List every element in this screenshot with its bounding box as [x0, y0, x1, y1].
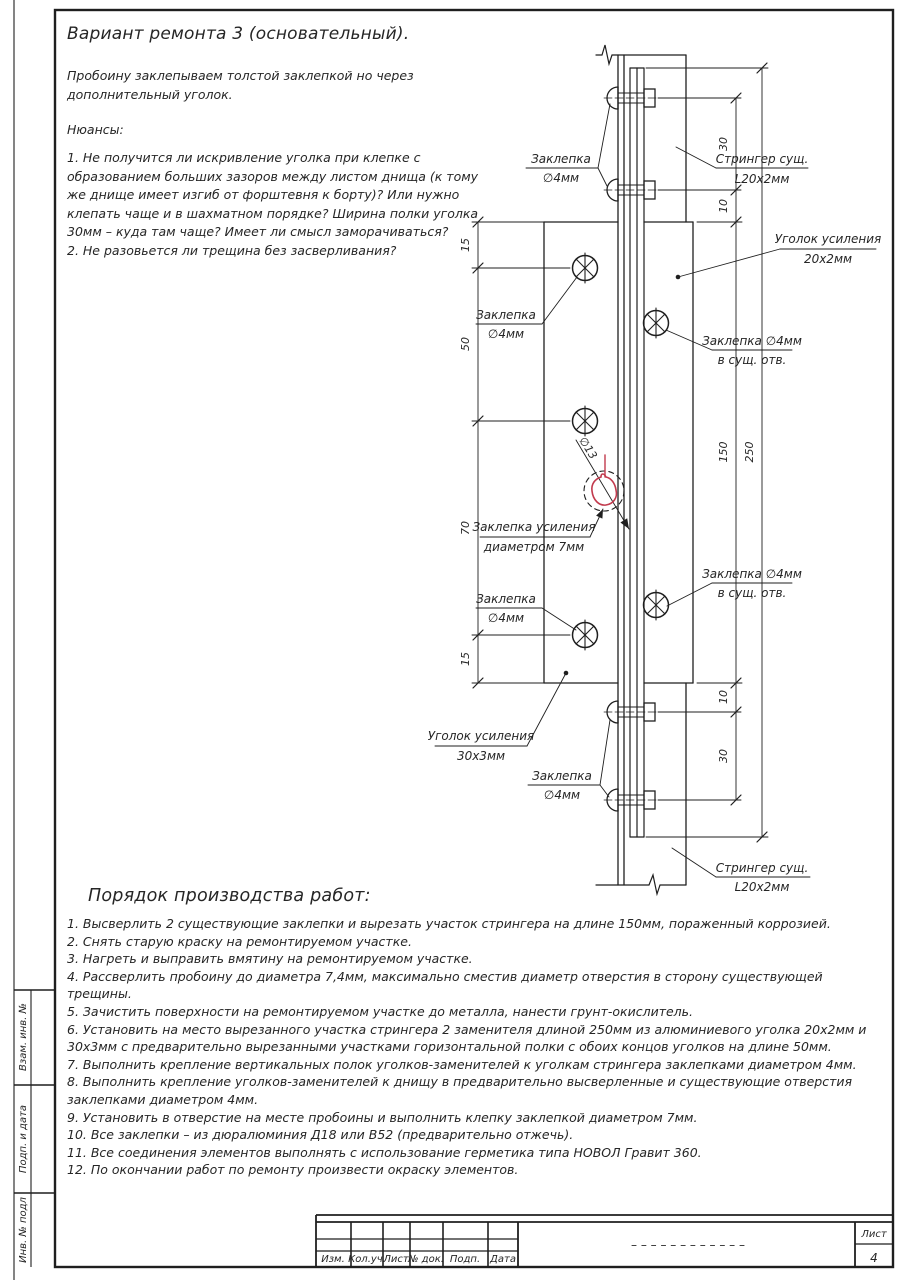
page-title: Вариант ремонта 3 (основательный). [67, 24, 410, 44]
label-text: ∅4мм [487, 327, 525, 341]
label-rivet4-mid2 [476, 592, 576, 630]
dim-15-bottom: 15 [459, 652, 472, 666]
label-text: Заклепка [532, 769, 592, 783]
dia13-label: ∅13 [576, 434, 600, 462]
stamp-col-data: Дата [490, 1254, 516, 1265]
procedure-item: 12. По окончании работ по ремонту произвести окраску элементов. [67, 1162, 519, 1178]
label-angle-left [428, 671, 569, 763]
label-angle-right [676, 232, 882, 279]
label-text: Заклепка [476, 592, 536, 606]
procedure-item: 2. Снять старую краску на ремонтируемом участке. [67, 933, 412, 949]
label-text: в сущ. отв. [717, 586, 787, 600]
label-rivet-exist-2 [667, 567, 802, 606]
stamp-sheet-number: 4 [870, 1251, 878, 1265]
stamp-col-list: Лист [383, 1254, 409, 1265]
procedure-item: 5. Зачистить поверхности на ремонтируемом участке до металла, нанести грунт-окислитель. [67, 1003, 693, 1019]
label-text: Стрингер сущ. [715, 152, 809, 166]
label-text: Заклепка ∅4мм [702, 334, 802, 348]
break-line-bottom [596, 875, 686, 894]
procedure-heading: Порядок производства работ: [88, 886, 371, 906]
stamp-sheet-label: Лист [861, 1229, 887, 1240]
label-text: 20х2мм [803, 252, 853, 266]
rivet-symbol [573, 620, 598, 650]
procedure-item: 11. Все соединения элементов выполнять с использование герметика типа НОВОЛ Гравит 360. [67, 1144, 702, 1160]
dim-15-top: 15 [459, 238, 472, 252]
dia13-arrowhead [620, 518, 629, 529]
label-stringer-top [676, 147, 808, 186]
label-text: Заклепка [531, 152, 591, 166]
intro-paragraph: Пробоину заклепываем толстой заклепкой но через дополнительный уголок. [67, 68, 414, 102]
dim-30-bottom: 30 [717, 749, 730, 763]
dim-250: 250 [743, 441, 756, 463]
stamp-col-ndok: № док. [408, 1254, 444, 1265]
rivet-symbol [644, 590, 669, 620]
stamp-doc-number-placeholder: – – – – – – – – – – – – [631, 1238, 745, 1252]
procedure-item: 7. Выполнить крепление вертикальных полок уголков-заменителей к уголкам стрингера заклепками диаметром 4мм. [67, 1056, 857, 1072]
label-stringer-bottom [672, 848, 810, 894]
dim-30-top: 30 [717, 137, 730, 151]
label-rivet-exist-1 [666, 330, 802, 367]
label-text: ∅4мм [542, 171, 580, 185]
label-text: Уголок усиления [774, 232, 882, 246]
dim-10-top: 10 [717, 199, 730, 213]
label-text: Заклепка ∅4мм [702, 567, 802, 581]
label-rivet7 [472, 509, 603, 554]
existing-stringer [596, 45, 686, 894]
angle-flange-right-20x2 [644, 222, 693, 683]
label-text: Заклепка усиления [472, 520, 596, 534]
procedure-item: 10. Все заклепки – из дюралюминия Д18 или В52 (предварительно отжечь). [67, 1127, 574, 1143]
label-rivet4-mid1 [476, 277, 577, 341]
label-text: диаметром 7мм [483, 540, 585, 554]
label-text: ∅4мм [487, 611, 525, 625]
label-rivet4-bottom [528, 720, 610, 802]
label-text: Уголок усиления [427, 729, 535, 743]
dim-10-bottom: 10 [717, 690, 730, 704]
title-block [316, 1215, 893, 1267]
rivet-symbol [644, 308, 669, 338]
procedure-item: 9. Установить в отверстие на месте пробоины и выполнить клепку заклепкой диаметром 7мм. [67, 1109, 698, 1125]
stamp-col-podp: Подп. [449, 1254, 481, 1265]
procedure-list [67, 915, 891, 1179]
label-text: L20x2мм [734, 880, 790, 894]
side-label-inv: Инв. № подл [18, 1197, 29, 1263]
angle-flange-left-30x3 [544, 222, 618, 683]
dim-50: 50 [459, 337, 472, 351]
label-text: L20x2мм [734, 172, 790, 186]
procedure-item: 3. Нагреть и выправить вмятину на ремонтируемом участке. [67, 951, 473, 967]
side-strip [18, 1003, 29, 1263]
replacement-angle-webs [630, 68, 644, 837]
stamp-col-koluch: Кол.уч. [348, 1254, 386, 1265]
nuances-list [67, 149, 499, 260]
stamp-col-izm: Изм. [321, 1254, 345, 1265]
label-text: ∅4мм [543, 788, 581, 802]
nuances-heading: Нюансы: [67, 122, 124, 137]
label-text: Заклепка [476, 308, 536, 322]
label-text: Стрингер сущ. [715, 861, 809, 875]
label-text: в сущ. отв. [717, 353, 787, 367]
label-text: 30х3мм [456, 749, 506, 763]
nuance-item: 1. Не получится ли искривление уголка при клепке с образованием больших зазоров между листом днища (к тому же днище имеет изгиб от форштевня к борту)? Или нужно клепать чаще и в шахматном порядке? Ширина полки уголка 30мм – куда там чаще? Имеет ли смысл заморачиваться? [67, 150, 479, 239]
dim-150: 150 [717, 441, 730, 463]
break-line-top [596, 45, 686, 64]
rivet-symbol [573, 406, 598, 436]
nuance-item: 2. Не разовьется ли трещина без засверливания? [67, 242, 397, 258]
procedure-item: 8. Выполнить крепление уголков-заменителей к днищу в предварительно высверленные и существующие отверстия заклепками диаметром 4мм. [67, 1074, 853, 1107]
side-label-vzam: Взам. инв. № [18, 1003, 29, 1071]
procedure-item: 1. Высверлить 2 существующие заклепки и вырезать участок стрингера на длине 150мм, пораженный коррозией. [67, 916, 831, 931]
procedure-item: 4. Рассверлить пробоину до диаметра 7,4мм, максимально сместив диаметр отверстия в сторону существующей трещины. [67, 968, 823, 1002]
dim-70: 70 [459, 521, 472, 535]
label-rivet4-top [526, 104, 610, 186]
side-label-podp: Подп. и дата [18, 1104, 29, 1174]
damage-outline-red [592, 474, 617, 505]
procedure-item: 6. Установить на место вырезанного участка стрингера 2 заменителя длиной 250мм из алюминиевого уголка 20х2мм и 30х3мм с предварительно вырезанными участками горизонтальной полки с обоих концов уголков на длине 50мм. [67, 1021, 867, 1055]
